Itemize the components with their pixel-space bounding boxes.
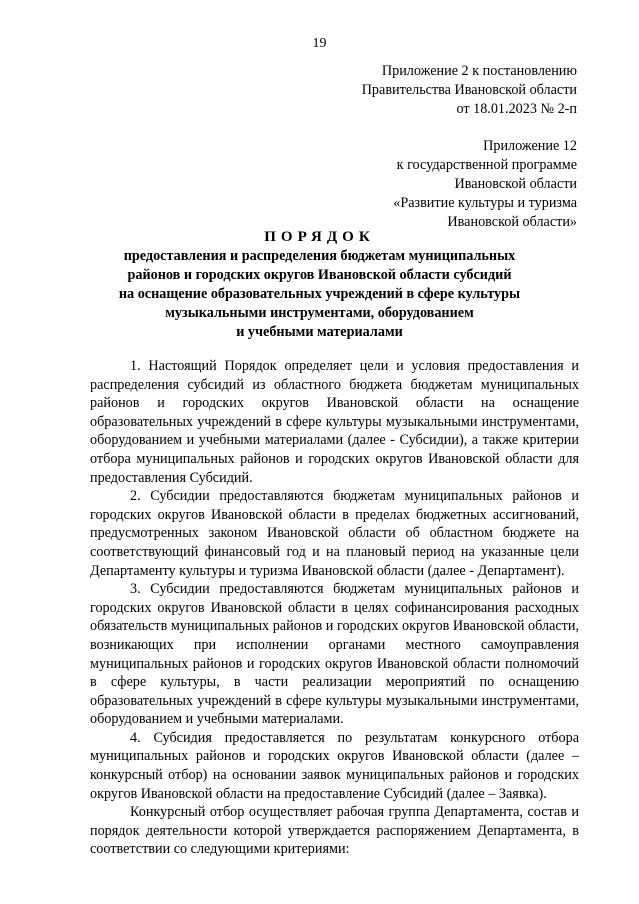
appendix-header-line: от 18.01.2023 № 2-п (456, 101, 577, 117)
paragraph: 1. Настоящий Порядок определяет цели и условия предоставления и распределения субсидий из областного бюджета бюджетам муниципальных районов и городских округов Ивановской области на оснащение образовательных учреждений в сфере культуры музыкальными инструментами, оборудованием и учебными материалами (далее - Субсидии), а также критерии отбора муниципальных районов и городских округов Ивановской области для предоставления Субсидий. (90, 358, 579, 486)
paragraph: 4. Субсидия предоставляется по результатам конкурсного отбора муниципальных районов и городских округов Ивановской области (далее – конкурсный отбор) на основании заявок муниципальных районов и городских округов Ивановской области на предоставление Субсидий (далее – Заявка). (90, 729, 579, 802)
title-main: ПОРЯДОК (264, 229, 375, 245)
appendix-header (362, 62, 577, 119)
document-body (90, 357, 579, 859)
program-header (393, 137, 577, 232)
paragraph: 2. Субсидии предоставляются бюджетам муниципальных районов и городских округов Ивановской области в пределах бюджетных ассигнований, предусмотренных законом Ивановской области об областном бюджете на соответствующий финансовый год и на плановый период на указанные цели Департаменту культуры и туризма Ивановской области (далее - Департамент). (90, 488, 579, 579)
title-line: на оснащение образовательных учреждений в сфере культуры (118, 286, 521, 302)
paragraph: Конкурсный отбор осуществляет рабочая группа Департамента, состав и порядок деятельности которой утверждается распоряжением Департамента, в соответствии со следующими критериями: (90, 804, 579, 858)
program-header-line: Приложение 12 (483, 138, 577, 154)
program-header-line: «Развитие культуры и туризма (393, 195, 577, 211)
page-number: 19 (312, 36, 327, 51)
program-header-line: Ивановской области» (447, 214, 577, 230)
paragraph: 3. Субсидии предоставляются бюджетам муниципальных районов и городских округов Ивановской области в целях софинансирования расходных обязательств муниципальных районов и городских округов Ивановской области, возникающих при исполнении органами местного самоуправления муниципальных районов и городских округов Ивановской области полномочий в сфере культуры, в части реализации мероприятий по оснащению образовательных учреждений в сфере культуры музыкальными инструментами, оборудованием и учебными материалами. (90, 581, 579, 728)
appendix-header-line: Правительства Ивановской области (361, 82, 577, 98)
title-line: районов и городских округов Ивановской области субсидий (127, 267, 512, 283)
program-header-line: к государственной программе (396, 157, 577, 173)
title-line: музыкальными инструментами, оборудованием (165, 305, 474, 321)
program-header-line: Ивановской области (454, 176, 577, 192)
title-line: и учебными материалами (236, 324, 403, 340)
title-line: предоставления и распределения бюджетам муниципальных (123, 248, 516, 264)
document-title (60, 228, 579, 342)
appendix-header-line: Приложение 2 к постановлению (381, 63, 577, 79)
